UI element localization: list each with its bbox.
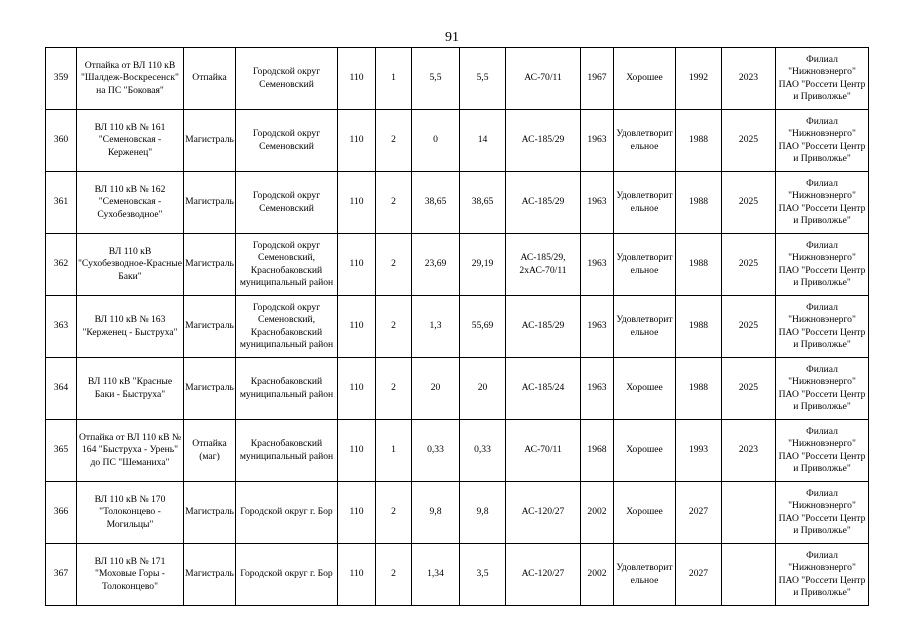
circuits-cell: 2 <box>376 482 412 544</box>
circuits-cell: 1 <box>376 48 412 110</box>
line-type-cell: Отпайка <box>184 48 236 110</box>
row-number-cell: 361 <box>46 172 77 234</box>
wire-brand-cell: АС-120/27 <box>506 482 581 544</box>
year-cell-2 <box>722 482 776 544</box>
length-route-cell: 1,3 <box>412 296 460 358</box>
table-row <box>46 482 869 544</box>
condition-cell: Удовлетворительное <box>614 234 676 296</box>
length-circuit-cell: 29,19 <box>460 234 506 296</box>
row-number-cell: 364 <box>46 358 77 420</box>
year-cell: 1988 <box>676 172 722 234</box>
year-cell-2: 2025 <box>722 110 776 172</box>
condition-cell: Хорошее <box>614 482 676 544</box>
table-row <box>46 544 869 606</box>
length-route-cell: 0 <box>412 110 460 172</box>
commission-year-cell: 1963 <box>581 358 614 420</box>
line-name-cell: Отпайка от ВЛ 110 кВ № 164 "Быструха - Урень" до ПС "Шеманиха" <box>77 420 184 482</box>
commission-year-cell: 1967 <box>581 48 614 110</box>
length-circuit-cell: 20 <box>460 358 506 420</box>
line-name-cell: ВЛ 110 кВ "Красные Баки - Быструха" <box>77 358 184 420</box>
area-cell: Городской округ Семеновский <box>236 172 338 234</box>
line-type-cell: Магистраль <box>184 234 236 296</box>
circuits-cell: 2 <box>376 110 412 172</box>
row-number-cell: 362 <box>46 234 77 296</box>
year-cell-2: 2023 <box>722 48 776 110</box>
commission-year-cell: 2002 <box>581 544 614 606</box>
area-cell: Краснобаковский муниципальный район <box>236 358 338 420</box>
wire-brand-cell: АС-70/11 <box>506 48 581 110</box>
condition-cell: Удовлетворительное <box>614 172 676 234</box>
year-cell: 1988 <box>676 358 722 420</box>
owner-cell: Филиал "Нижновэнерго" ПАО "Россети Центр и Приволжье" <box>776 420 869 482</box>
owner-cell: Филиал "Нижновэнерго" ПАО "Россети Центр и Приволжье" <box>776 172 869 234</box>
voltage-cell: 110 <box>338 544 376 606</box>
area-cell: Городской округ Семеновский <box>236 48 338 110</box>
line-name-cell: ВЛ 110 кВ № 163 "Керженец - Быструха" <box>77 296 184 358</box>
wire-brand-cell: АС-185/29 <box>506 110 581 172</box>
owner-cell: Филиал "Нижновэнерго" ПАО "Россети Центр и Приволжье" <box>776 110 869 172</box>
line-type-cell: Отпайка (маг) <box>184 420 236 482</box>
length-circuit-cell: 38,65 <box>460 172 506 234</box>
circuits-cell: 2 <box>376 172 412 234</box>
year-cell: 2027 <box>676 482 722 544</box>
owner-cell: Филиал "Нижновэнерго" ПАО "Россети Центр и Приволжье" <box>776 482 869 544</box>
area-cell: Краснобаковский муниципальный район <box>236 420 338 482</box>
year-cell-2: 2025 <box>722 234 776 296</box>
length-circuit-cell: 14 <box>460 110 506 172</box>
area-cell: Городской округ Семеновский, Краснобаковский муниципальный район <box>236 234 338 296</box>
row-number-cell: 360 <box>46 110 77 172</box>
length-circuit-cell: 5,5 <box>460 48 506 110</box>
owner-cell: Филиал "Нижновэнерго" ПАО "Россети Центр и Приволжье" <box>776 296 869 358</box>
circuits-cell: 2 <box>376 296 412 358</box>
table-row <box>46 296 869 358</box>
length-circuit-cell: 9,8 <box>460 482 506 544</box>
voltage-cell: 110 <box>338 172 376 234</box>
area-cell: Городской округ г. Бор <box>236 482 338 544</box>
commission-year-cell: 1963 <box>581 110 614 172</box>
condition-cell: Хорошее <box>614 420 676 482</box>
area-cell: Городской округ г. Бор <box>236 544 338 606</box>
table-row <box>46 172 869 234</box>
owner-cell: Филиал "Нижновэнерго" ПАО "Россети Центр и Приволжье" <box>776 234 869 296</box>
year-cell: 1993 <box>676 420 722 482</box>
owner-cell: Филиал "Нижновэнерго" ПАО "Россети Центр и Приволжье" <box>776 544 869 606</box>
year-cell: 2027 <box>676 544 722 606</box>
row-number-cell: 363 <box>46 296 77 358</box>
line-name-cell: ВЛ 110 кВ № 162 "Семеновская - Сухобезводное" <box>77 172 184 234</box>
table-row <box>46 420 869 482</box>
circuits-cell: 2 <box>376 234 412 296</box>
commission-year-cell: 1968 <box>581 420 614 482</box>
power-lines-table <box>45 47 869 606</box>
line-type-cell: Магистраль <box>184 544 236 606</box>
line-type-cell: Магистраль <box>184 172 236 234</box>
circuits-cell: 1 <box>376 420 412 482</box>
owner-cell: Филиал "Нижновэнерго" ПАО "Россети Центр и Приволжье" <box>776 48 869 110</box>
wire-brand-cell: АС-185/29 <box>506 172 581 234</box>
wire-brand-cell: АС-185/24 <box>506 358 581 420</box>
year-cell-2: 2025 <box>722 358 776 420</box>
line-type-cell: Магистраль <box>184 358 236 420</box>
commission-year-cell: 2002 <box>581 482 614 544</box>
year-cell: 1992 <box>676 48 722 110</box>
table-row <box>46 48 869 110</box>
wire-brand-cell: АС-70/11 <box>506 420 581 482</box>
year-cell-2: 2023 <box>722 420 776 482</box>
voltage-cell: 110 <box>338 48 376 110</box>
line-type-cell: Магистраль <box>184 482 236 544</box>
length-route-cell: 1,34 <box>412 544 460 606</box>
row-number-cell: 365 <box>46 420 77 482</box>
year-cell-2: 2025 <box>722 172 776 234</box>
length-route-cell: 0,33 <box>412 420 460 482</box>
table-row <box>46 358 869 420</box>
condition-cell: Удовлетворительное <box>614 296 676 358</box>
commission-year-cell: 1963 <box>581 296 614 358</box>
row-number-cell: 359 <box>46 48 77 110</box>
circuits-cell: 2 <box>376 358 412 420</box>
voltage-cell: 110 <box>338 234 376 296</box>
condition-cell: Удовлетворительное <box>614 544 676 606</box>
length-circuit-cell: 55,69 <box>460 296 506 358</box>
line-name-cell: Отпайка от ВЛ 110 кВ "Шалдеж-Воскресенск" на ПС "Боковая" <box>77 48 184 110</box>
length-route-cell: 5,5 <box>412 48 460 110</box>
line-name-cell: ВЛ 110 кВ № 170 "Толоконцево - Могильцы" <box>77 482 184 544</box>
length-circuit-cell: 3,5 <box>460 544 506 606</box>
year-cell-2 <box>722 544 776 606</box>
voltage-cell: 110 <box>338 482 376 544</box>
length-route-cell: 9,8 <box>412 482 460 544</box>
voltage-cell: 110 <box>338 296 376 358</box>
voltage-cell: 110 <box>338 358 376 420</box>
table-row <box>46 110 869 172</box>
row-number-cell: 366 <box>46 482 77 544</box>
wire-brand-cell: АС-185/29, 2хАС-70/11 <box>506 234 581 296</box>
area-cell: Городской округ Семеновский, Краснобаковский муниципальный район <box>236 296 338 358</box>
owner-cell: Филиал "Нижновэнерго" ПАО "Россети Центр и Приволжье" <box>776 358 869 420</box>
length-circuit-cell: 0,33 <box>460 420 506 482</box>
year-cell: 1988 <box>676 110 722 172</box>
length-route-cell: 38,65 <box>412 172 460 234</box>
page-number: 91 <box>445 30 459 45</box>
voltage-cell: 110 <box>338 110 376 172</box>
row-number-cell: 367 <box>46 544 77 606</box>
year-cell: 1988 <box>676 296 722 358</box>
line-name-cell: ВЛ 110 кВ "Сухобезводное-Красные Баки" <box>77 234 184 296</box>
line-type-cell: Магистраль <box>184 110 236 172</box>
line-name-cell: ВЛ 110 кВ № 171 "Моховые Горы - Толоконцево" <box>77 544 184 606</box>
length-route-cell: 23,69 <box>412 234 460 296</box>
year-cell-2: 2025 <box>722 296 776 358</box>
condition-cell: Хорошее <box>614 358 676 420</box>
area-cell: Городской округ Семеновский <box>236 110 338 172</box>
wire-brand-cell: АС-185/29 <box>506 296 581 358</box>
commission-year-cell: 1963 <box>581 172 614 234</box>
year-cell: 1988 <box>676 234 722 296</box>
condition-cell: Удовлетворительное <box>614 110 676 172</box>
table-row <box>46 234 869 296</box>
wire-brand-cell: АС-120/27 <box>506 544 581 606</box>
commission-year-cell: 1963 <box>581 234 614 296</box>
length-route-cell: 20 <box>412 358 460 420</box>
circuits-cell: 2 <box>376 544 412 606</box>
voltage-cell: 110 <box>338 420 376 482</box>
line-type-cell: Магистраль <box>184 296 236 358</box>
condition-cell: Хорошее <box>614 48 676 110</box>
line-name-cell: ВЛ 110 кВ № 161 "Семеновская - Керженец" <box>77 110 184 172</box>
